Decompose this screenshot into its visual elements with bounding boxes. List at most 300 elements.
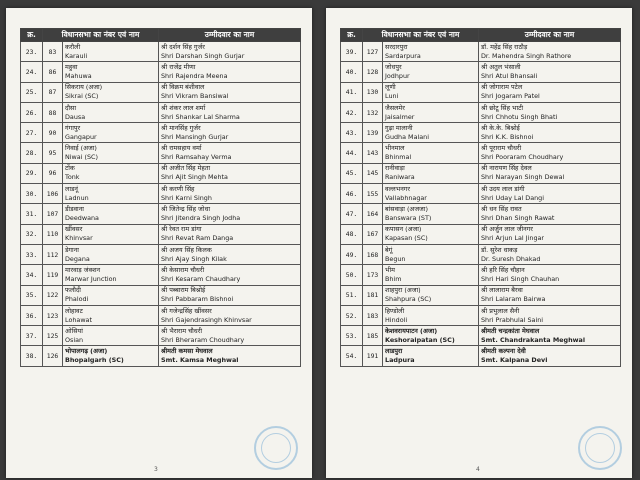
serial-number: 29. — [21, 163, 43, 183]
candidate-name — [159, 326, 301, 346]
candidate-name — [159, 244, 301, 264]
constituency-name-hindi: लूणी — [385, 83, 396, 92]
table-row — [341, 143, 621, 163]
candidate-name-hindi: श्री राजेंद्र मीणा — [161, 62, 196, 71]
constituency-number: 106 — [43, 184, 63, 204]
constituency-number: 83 — [43, 42, 63, 62]
constituency-name-hindi: करौली — [65, 42, 81, 51]
constituency-name — [383, 82, 479, 102]
table-row — [341, 204, 621, 224]
candidate-name — [479, 305, 621, 325]
constituency-name — [383, 123, 479, 143]
constituency-number: 96 — [43, 163, 63, 183]
constituency-name-hindi: टोंक — [65, 164, 75, 173]
constituency-header: विधानसभा का नंबर एवं नाम — [43, 29, 159, 42]
candidate-name-english: Smt. Kalpana Devi — [481, 356, 548, 365]
constituency-number: 112 — [43, 244, 63, 264]
table-row — [21, 285, 301, 305]
serial-number: 39. — [341, 42, 363, 62]
candidate-name — [479, 143, 621, 163]
serial-number: 30. — [21, 184, 43, 204]
candidate-name-english: Shri Jitendra Singh Jodha — [161, 214, 241, 223]
constituency-name — [63, 224, 159, 244]
table-row — [21, 265, 301, 285]
serial-number: 35. — [21, 285, 43, 305]
constituency-name — [383, 143, 479, 163]
candidate-name-hindi: श्रीमती कल्पना देवी — [481, 347, 526, 356]
constituency-name — [63, 244, 159, 264]
serial-number: 50. — [341, 265, 363, 285]
candidate-name — [479, 184, 621, 204]
serial-number: 47. — [341, 204, 363, 224]
candidate-name — [479, 123, 621, 143]
serial-number: 32. — [21, 224, 43, 244]
constituency-name-english: Jaisalmer — [385, 112, 415, 121]
candidate-name-hindi: श्री के.के. बिश्नोई — [481, 123, 520, 132]
table-row — [341, 326, 621, 346]
constituency-name — [63, 82, 159, 102]
serial-number: 24. — [21, 62, 43, 82]
candidate-name-hindi: श्री छोटू सिंह भाटी — [481, 103, 524, 112]
candidate-name-hindi: श्री अर्जुन लाल जीनगर — [481, 225, 533, 234]
serial-number: 54. — [341, 346, 363, 366]
constituency-name-hindi: बांसवाड़ा (अजजा) — [385, 205, 428, 214]
candidate-name — [479, 224, 621, 244]
constituency-name-hindi: वल्लभनगर — [385, 184, 411, 193]
candidate-name — [159, 42, 301, 62]
constituency-name — [63, 346, 159, 366]
table-body — [341, 42, 621, 367]
constituency-number: 191 — [363, 346, 383, 366]
candidate-name-hindi: श्री जितेन्द्र सिंह जोधा — [161, 205, 211, 214]
serial-number: 46. — [341, 184, 363, 204]
candidate-name-hindi: डॉ. महेंद्र सिंह राठौड़ — [481, 42, 528, 51]
constituency-name-hindi: जोधपुर — [385, 62, 402, 71]
constituency-name-hindi: सरदारपुरा — [385, 42, 408, 51]
candidate-name-english: Shri Vikram Bansiwal — [161, 92, 229, 101]
candidate-name-hindi: श्री उदय लाल डांगी — [481, 184, 525, 193]
constituency-name — [383, 305, 479, 325]
constituency-name-hindi: शाहपुरा (अजा) — [385, 286, 421, 295]
constituency-name-english: Begun — [385, 254, 406, 263]
candidate-name-english: Shri Uday Lal Dangi — [481, 193, 545, 202]
constituency-name — [383, 265, 479, 285]
candidate-header: उम्मीदवार का नाम — [479, 29, 621, 42]
table-row — [341, 346, 621, 366]
candidate-name — [159, 346, 301, 366]
constituency-name — [63, 62, 159, 82]
constituency-name-hindi: लोहावट — [65, 306, 83, 315]
constituency-number: 127 — [363, 42, 383, 62]
candidate-name-english: Shri Revat Ram Danga — [161, 234, 234, 243]
table-row — [21, 123, 301, 143]
constituency-number: 87 — [43, 82, 63, 102]
constituency-name-english: Tonk — [65, 173, 80, 182]
office-seal-stamp — [254, 426, 298, 470]
constituency-number: 167 — [363, 224, 383, 244]
constituency-number: 183 — [363, 305, 383, 325]
candidate-name-english: Shri Ramsahay Verma — [161, 153, 232, 162]
table-row — [341, 265, 621, 285]
constituency-number: 173 — [363, 265, 383, 285]
candidate-name-hindi: श्री मानसिंह गुर्जर — [161, 123, 201, 132]
candidate-name — [479, 326, 621, 346]
candidate-name — [159, 305, 301, 325]
candidate-name-hindi: श्री शंकर लाल शर्मा — [161, 103, 206, 112]
candidate-name-hindi: श्री रामसहाय वर्मा — [161, 144, 202, 153]
constituency-name — [383, 102, 479, 122]
constituency-name — [383, 244, 479, 264]
constituency-name-english: Niwai (SC) — [65, 153, 99, 162]
constituency-name — [63, 305, 159, 325]
constituency-name-english: Gudha Malani — [385, 132, 430, 141]
constituency-name-hindi: गुढ़ा मालानी — [385, 123, 413, 132]
constituency-name-hindi: खींवसर — [65, 225, 83, 234]
constituency-number: 86 — [43, 62, 63, 82]
serial-number: 51. — [341, 285, 363, 305]
candidate-name-english: Shri Lalaram Bairwa — [481, 295, 546, 304]
table-row — [341, 102, 621, 122]
table-row — [341, 42, 621, 62]
constituency-name-hindi: सिकराय (अजा) — [65, 83, 103, 92]
candidate-name — [479, 285, 621, 305]
constituency-name-hindi: लाडनूं — [65, 184, 78, 193]
table-body — [21, 42, 301, 367]
constituency-name — [63, 143, 159, 163]
constituency-name — [383, 346, 479, 366]
constituency-name-english: Khinvsar — [65, 234, 93, 243]
constituency-name-hindi: जैसलमेर — [385, 103, 405, 112]
serial-number: 37. — [21, 326, 43, 346]
constituency-name — [383, 224, 479, 244]
candidate-name-english: Shri Narayan Singh Dewal — [481, 173, 565, 182]
document-page-left — [6, 8, 312, 478]
constituency-name-english: Vallabhnagar — [385, 193, 427, 202]
constituency-name-english: Ladpura — [385, 356, 415, 365]
serial-number: 49. — [341, 244, 363, 264]
candidate-name-hindi: श्री विक्रम बंशीवाल — [161, 83, 205, 92]
serial-number: 36. — [21, 305, 43, 325]
constituency-name-hindi: डेगाना — [65, 245, 79, 254]
table-header-row — [21, 29, 301, 42]
candidate-header: उम्मीदवार का नाम — [159, 29, 301, 42]
candidate-name-hindi: श्री धन सिंह रावत — [481, 205, 522, 214]
serial-number: 38. — [21, 346, 43, 366]
constituency-number: 164 — [363, 204, 383, 224]
document-page-right — [326, 8, 632, 478]
candidate-name — [479, 163, 621, 183]
constituency-name-english: Banswara (ST) — [385, 214, 432, 223]
serial-number: 26. — [21, 102, 43, 122]
constituency-name — [383, 184, 479, 204]
candidate-name-english: Smt. Kamsa Meghwal — [161, 356, 239, 365]
serial-number: 31. — [21, 204, 43, 224]
constituency-name-english: Dausa — [65, 112, 86, 121]
candidate-name-english: Shri Prabhulal Saini — [481, 315, 544, 324]
candidate-name — [479, 346, 621, 366]
constituency-header: विधानसभा का नंबर एवं नाम — [363, 29, 479, 42]
candidate-name-english: Shri Pabbaram Bishnoi — [161, 295, 234, 304]
table-row — [341, 305, 621, 325]
constituency-name-hindi: हिण्डोली — [385, 306, 405, 315]
constituency-number: 181 — [363, 285, 383, 305]
candidate-name — [159, 123, 301, 143]
serial-number: 33. — [21, 244, 43, 264]
candidate-name — [159, 184, 301, 204]
constituency-name-hindi: कपासन (अजा) — [385, 225, 422, 234]
candidate-name-english: Dr. Suresh Dhakad — [481, 254, 541, 263]
serial-number: 28. — [21, 143, 43, 163]
page-number: 3 — [154, 466, 158, 473]
constituency-name — [63, 285, 159, 305]
candidate-name-hindi: श्रीमती कमसा मेघवाल — [161, 347, 213, 356]
constituency-number: 107 — [43, 204, 63, 224]
table-header-row — [341, 29, 621, 42]
constituency-name — [63, 326, 159, 346]
constituency-name — [63, 42, 159, 62]
candidate-name-hindi: श्री दर्शन सिंह गुर्जर — [161, 42, 205, 51]
constituency-name — [383, 42, 479, 62]
constituency-name-english: Raniwara — [385, 173, 415, 182]
candidate-name-english: Shri Rajendra Meena — [161, 71, 228, 80]
constituency-name-english: Shahpura (SC) — [385, 295, 432, 304]
candidate-name — [479, 204, 621, 224]
constituency-name-hindi: मारवाड़ जंक्शन — [65, 265, 101, 274]
constituency-name-hindi: बेगूं — [385, 245, 393, 254]
candidate-name — [159, 102, 301, 122]
constituency-name-english: Marwar Junction — [65, 274, 117, 283]
candidate-name-english: Shri Pooraram Choudhary — [481, 153, 564, 162]
constituency-name-hindi: भीम — [385, 265, 395, 274]
constituency-name-english: Sardarpura — [385, 51, 421, 60]
constituency-name — [63, 204, 159, 224]
constituency-name-hindi: ओसियां — [65, 326, 83, 335]
constituency-name-english: Luni — [385, 92, 399, 101]
candidate-name-hindi: श्री गजेन्द्रसिंह खींवसर — [161, 306, 212, 315]
candidate-name-english: Shri Ajay Singh Kilak — [161, 254, 227, 263]
constituency-name — [383, 163, 479, 183]
candidate-name-hindi: श्री अजीत सिंह मेहता — [161, 164, 211, 173]
serial-number: 48. — [341, 224, 363, 244]
table-row — [21, 42, 301, 62]
constituency-number: 139 — [363, 123, 383, 143]
constituency-name-english: Keshoraipatan (SC) — [385, 335, 455, 344]
table-row — [341, 163, 621, 183]
constituency-number: 88 — [43, 102, 63, 122]
constituency-name — [63, 265, 159, 285]
candidate-name-hindi: श्री प्रभुलाल सैनी — [481, 306, 520, 315]
constituency-name-english: Bhinmal — [385, 153, 412, 162]
serial-number: 23. — [21, 42, 43, 62]
constituency-name-english: Osian — [65, 335, 84, 344]
serial-number: 27. — [21, 123, 43, 143]
constituency-number: 110 — [43, 224, 63, 244]
candidate-name — [479, 62, 621, 82]
table-row — [21, 62, 301, 82]
table-row — [21, 143, 301, 163]
constituency-name-english: Jodhpur — [385, 71, 410, 80]
constituency-name — [63, 123, 159, 143]
constituency-number: 168 — [363, 244, 383, 264]
constituency-name-hindi: भीनमाल — [385, 144, 405, 153]
constituency-number: 122 — [43, 285, 63, 305]
serial-number: 43. — [341, 123, 363, 143]
candidate-name-english: Shri Arjun Lal Jingar — [481, 234, 545, 243]
candidate-name — [479, 102, 621, 122]
constituency-name-english: Gangapur — [65, 132, 97, 141]
candidate-name — [159, 82, 301, 102]
constituency-name — [383, 204, 479, 224]
constituency-number: 125 — [43, 326, 63, 346]
serial-number: 25. — [21, 82, 43, 102]
constituency-number: 185 — [363, 326, 383, 346]
candidate-name-english: Dr. Mahendra Singh Rathore — [481, 51, 572, 60]
candidate-name-hindi: श्री नारायण सिंह देवल — [481, 164, 532, 173]
candidate-name-hindi: डॉ. सुरेश धाकड़ — [481, 245, 518, 254]
serial-number: 52. — [341, 305, 363, 325]
candidate-name-english: Shri Mansingh Gurjar — [161, 132, 229, 141]
table-row — [21, 244, 301, 264]
constituency-name-hindi: फलौदी — [65, 286, 81, 295]
constituency-number: 119 — [43, 265, 63, 285]
constituency-name — [383, 285, 479, 305]
candidate-name — [479, 82, 621, 102]
candidate-name-hindi: श्री जोगाराम पटेल — [481, 83, 523, 92]
candidate-table — [340, 28, 621, 367]
constituency-name-english: Bhim — [385, 274, 402, 283]
table-row — [341, 224, 621, 244]
candidate-name-hindi: श्रीमती चन्द्रकांता मेघवाल — [481, 326, 540, 335]
serial-number: 41. — [341, 82, 363, 102]
table-row — [21, 204, 301, 224]
candidate-name — [159, 224, 301, 244]
constituency-name-english: Deedwana — [65, 214, 99, 223]
candidate-name — [479, 244, 621, 264]
candidate-name-english: Shri K.K. Bishnoi — [481, 132, 534, 141]
constituency-name-hindi: भोपालगढ़ (अजा) — [65, 347, 108, 356]
constituency-name-hindi: केशवरायपाटन (अजा) — [385, 326, 438, 335]
table-row — [341, 82, 621, 102]
serial-number-header: क्र. — [21, 29, 43, 42]
constituency-number: 132 — [363, 102, 383, 122]
constituency-name-hindi: गंगापुर — [65, 123, 81, 132]
constituency-name-english: Sikrai (SC) — [65, 92, 99, 101]
table-row — [21, 102, 301, 122]
table-row — [21, 326, 301, 346]
candidate-name-hindi: श्री रेवत राम डांगा — [161, 225, 202, 234]
constituency-name-hindi: निवाई (अजा) — [65, 144, 97, 153]
constituency-name — [63, 102, 159, 122]
candidate-name-english: Shri Gajendrasingh Khinvsar — [161, 315, 252, 324]
candidate-name-english: Shri Hari Singh Chauhan — [481, 274, 560, 283]
candidate-name-hindi: श्री भैराराम चौधरी — [161, 326, 203, 335]
constituency-name — [383, 326, 479, 346]
constituency-name-hindi: महुवा — [65, 62, 78, 71]
candidate-name-hindi: श्री करणी सिंह — [161, 184, 195, 193]
table-row — [21, 224, 301, 244]
constituency-name-hindi: दौसा — [65, 103, 77, 112]
candidate-name-english: Smt. Chandrakanta Meghwal — [481, 335, 586, 344]
candidate-name — [159, 285, 301, 305]
constituency-name-english: Phalodi — [65, 295, 89, 304]
constituency-number: 123 — [43, 305, 63, 325]
table-row — [21, 346, 301, 366]
constituency-name — [63, 184, 159, 204]
constituency-name — [63, 163, 159, 183]
constituency-name-english: Mahuwa — [65, 71, 92, 80]
candidate-name — [479, 265, 621, 285]
candidate-name-english: Shri Ajit Singh Mehta — [161, 173, 228, 182]
constituency-name-hindi: रानीवाड़ा — [385, 164, 405, 173]
candidate-name — [159, 204, 301, 224]
constituency-name-english: Degana — [65, 254, 90, 263]
table-row — [21, 163, 301, 183]
candidate-name-hindi: श्री हरि सिंह चौहान — [481, 265, 525, 274]
table-row — [341, 184, 621, 204]
constituency-name-hindi: लाडपुरा — [385, 347, 403, 356]
constituency-number: 126 — [43, 346, 63, 366]
constituency-number: 143 — [363, 143, 383, 163]
constituency-name-english: Hindoli — [385, 315, 408, 324]
serial-number: 44. — [341, 143, 363, 163]
constituency-number: 90 — [43, 123, 63, 143]
table-row — [341, 244, 621, 264]
candidate-name-english: Shri Karni Singh — [161, 193, 212, 202]
table-row — [341, 285, 621, 305]
candidate-name — [159, 62, 301, 82]
serial-number: 34. — [21, 265, 43, 285]
candidate-name — [159, 143, 301, 163]
candidate-name-english: Shri Bheraram Choudhary — [161, 335, 245, 344]
candidate-name-english: Shri Atul Bhansali — [481, 71, 538, 80]
constituency-name-english: Ladnun — [65, 193, 89, 202]
table-row — [341, 62, 621, 82]
page-number: 4 — [476, 466, 480, 473]
constituency-number: 95 — [43, 143, 63, 163]
constituency-name — [383, 62, 479, 82]
candidate-name-english: Shri Jogaram Patel — [481, 92, 540, 101]
constituency-number: 145 — [363, 163, 383, 183]
serial-number-header: क्र. — [341, 29, 363, 42]
constituency-name-hindi: डीडवाना — [65, 205, 84, 214]
constituency-name-english: Karauli — [65, 51, 88, 60]
candidate-name — [159, 163, 301, 183]
candidate-name-english: Shri Darshan Singh Gurjar — [161, 51, 245, 60]
constituency-name-english: Bhopalgarh (SC) — [65, 356, 124, 365]
constituency-number: 155 — [363, 184, 383, 204]
candidate-name-hindi: श्री केसाराम चौधरी — [161, 265, 205, 274]
candidate-name-english: Shri Chhotu Singh Bhati — [481, 112, 558, 121]
serial-number: 45. — [341, 163, 363, 183]
candidate-name-hindi: श्री अजय सिंह किलक — [161, 245, 212, 254]
candidate-name-english: Shri Dhan Singh Rawat — [481, 214, 555, 223]
candidate-name-english: Shri Shankar Lal Sharma — [161, 112, 240, 121]
candidate-name — [479, 42, 621, 62]
candidate-name — [159, 265, 301, 285]
table-row — [21, 82, 301, 102]
serial-number: 53. — [341, 326, 363, 346]
serial-number: 42. — [341, 102, 363, 122]
candidate-name-hindi: श्री पूराराम चौधरी — [481, 144, 522, 153]
constituency-number: 130 — [363, 82, 383, 102]
candidate-table — [20, 28, 301, 367]
candidate-name-hindi: श्री अतुल भंसाली — [481, 62, 521, 71]
candidate-name-hindi: श्री पब्बाराम बिश्नोई — [161, 286, 206, 295]
table-row — [21, 184, 301, 204]
constituency-name-english: Lohawat — [65, 315, 92, 324]
candidate-name-english: Shri Kesaram Chaudhary — [161, 274, 241, 283]
table-row — [341, 123, 621, 143]
